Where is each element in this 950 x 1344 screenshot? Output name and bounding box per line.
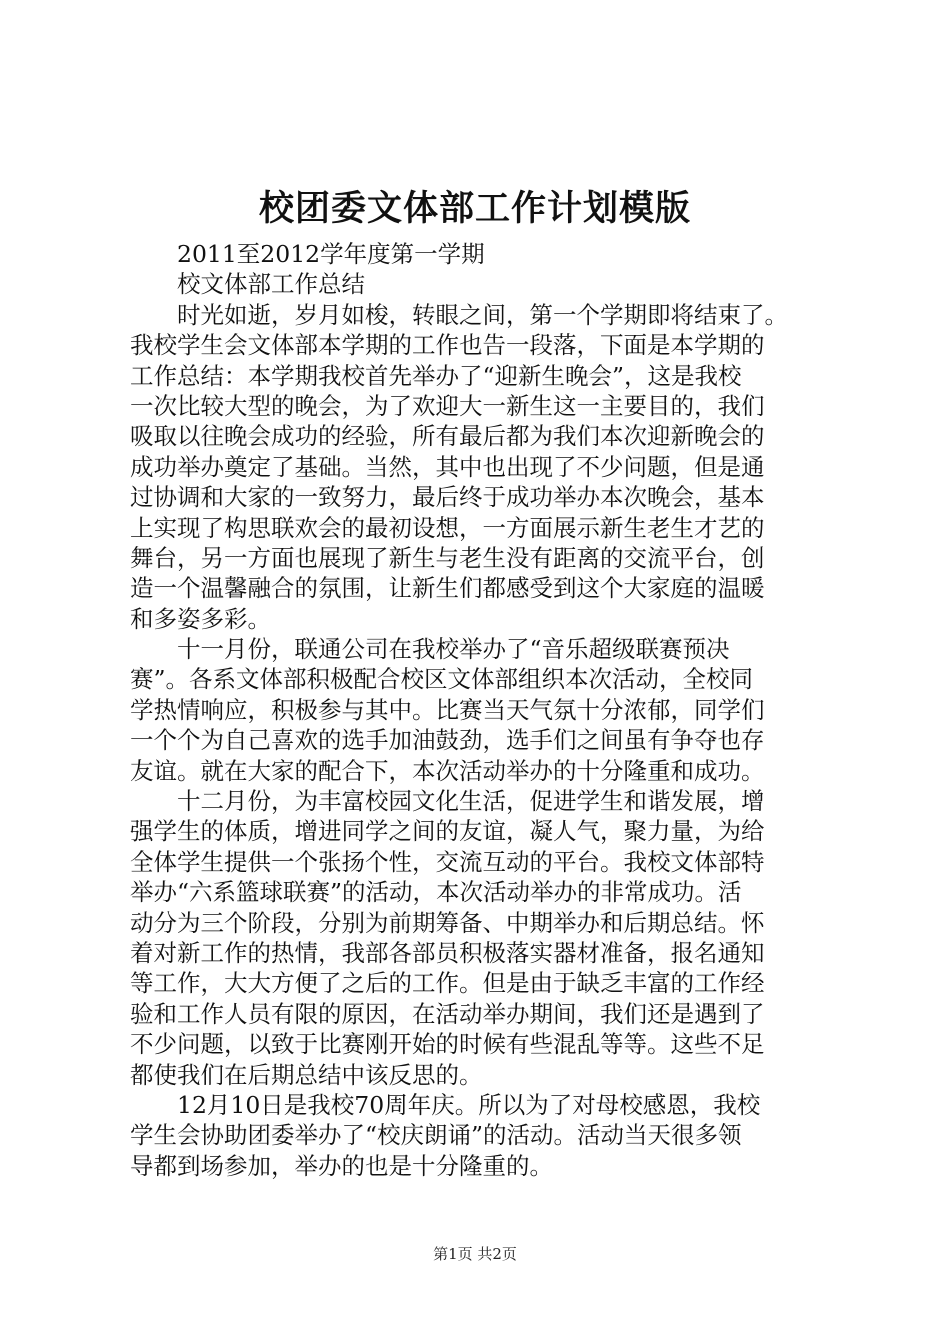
text-line: 2011至2012学年度第一学期 (130, 240, 485, 268)
text-line: 和多姿多彩。 (130, 604, 271, 633)
text-line: 舞台，另一方面也展现了新生与老生没有距离的交流平台，创 (130, 543, 765, 572)
page-number: 第1页 共2页 (433, 1245, 517, 1263)
text-line: 我校学生会文体部本学期的工作也告一段落，下面是本学期的 (130, 331, 765, 360)
text-line: 时光如逝，岁月如梭，转眼之间，第一个学期即将结束了。 (130, 300, 788, 329)
text-line: 12月10日是我校70周年庆。所以为了对母校感恩，我校 (130, 1090, 761, 1119)
text-line: 造一个温馨融合的氛围，让新生们都感受到这个大家庭的温暖 (130, 574, 765, 603)
document-title: 校团委文体部工作计划模版 (258, 188, 691, 229)
text-line: 十二月份，为丰富校园文化生活，促进学生和谐发展，增 (130, 787, 765, 816)
text-line: 等工作，大大方便了之后的工作。但是由于缺乏丰富的工作经 (130, 969, 765, 998)
text-line: 一个个为自己喜欢的选手加油鼓劲，选手们之间虽有争夺也存 (130, 726, 765, 755)
text-line: 不少问题，以致于比赛刚开始的时候有些混乱等等。这些不足 (130, 1030, 765, 1059)
text-line: 十一月份，联通公司在我校举办了“音乐超级联赛预决 (130, 635, 730, 664)
text-line: 动分为三个阶段，分别为前期筹备、中期举办和后期总结。怀 (130, 908, 765, 937)
document-body (130, 239, 830, 1181)
text-line: 校文体部工作总结 (130, 270, 365, 299)
text-line: 都使我们在后期总结中该反思的。 (130, 1060, 483, 1089)
text-line: 过协调和大家的一致努力，最后终于成功举办本次晚会，基本 (130, 483, 765, 512)
text-line: 学热情响应，积极参与其中。比赛当天气氛十分浓郁，同学们 (130, 695, 765, 724)
text-line: 成功举办奠定了基础。当然，其中也出现了不少问题，但是通 (130, 452, 765, 481)
text-line: 举办“六系篮球联赛”的活动，本次活动举办的非常成功。活 (130, 878, 742, 907)
text-line: 工作总结：本学期我校首先举办了“迎新生晚会”，这是我校 (130, 361, 742, 390)
text-line: 强学生的体质，增进同学之间的友谊，凝人气，聚力量，为给 (130, 817, 765, 846)
text-line: 一次比较大型的晚会，为了欢迎大一新生这一主要目的，我们 (130, 391, 765, 420)
text-line: 导都到场参加，举办的也是十分隆重的。 (130, 1151, 553, 1180)
text-line: 吸取以往晚会成功的经验，所有最后都为我们本次迎新晚会的 (130, 422, 765, 451)
text-line: 上实现了构思联欢会的最初设想，一方面展示新生老生才艺的 (130, 513, 765, 542)
text-line: 全体学生提供一个张扬个性，交流互动的平台。我校文体部特 (130, 847, 765, 876)
text-line: 着对新工作的热情，我部各部员积极落实器材准备，报名通知 (130, 938, 765, 967)
text-line: 验和工作人员有限的原因，在活动举办期间，我们还是遇到了 (130, 999, 765, 1028)
text-line: 学生会协助团委举办了“校庆朗诵”的活动。活动当天很多领 (130, 1121, 742, 1150)
text-line: 赛”。各系文体部积极配合校区文体部组织本次活动，全校同 (130, 665, 754, 694)
text-line: 友谊。就在大家的配合下，本次活动举办的十分隆重和成功。 (130, 756, 765, 785)
